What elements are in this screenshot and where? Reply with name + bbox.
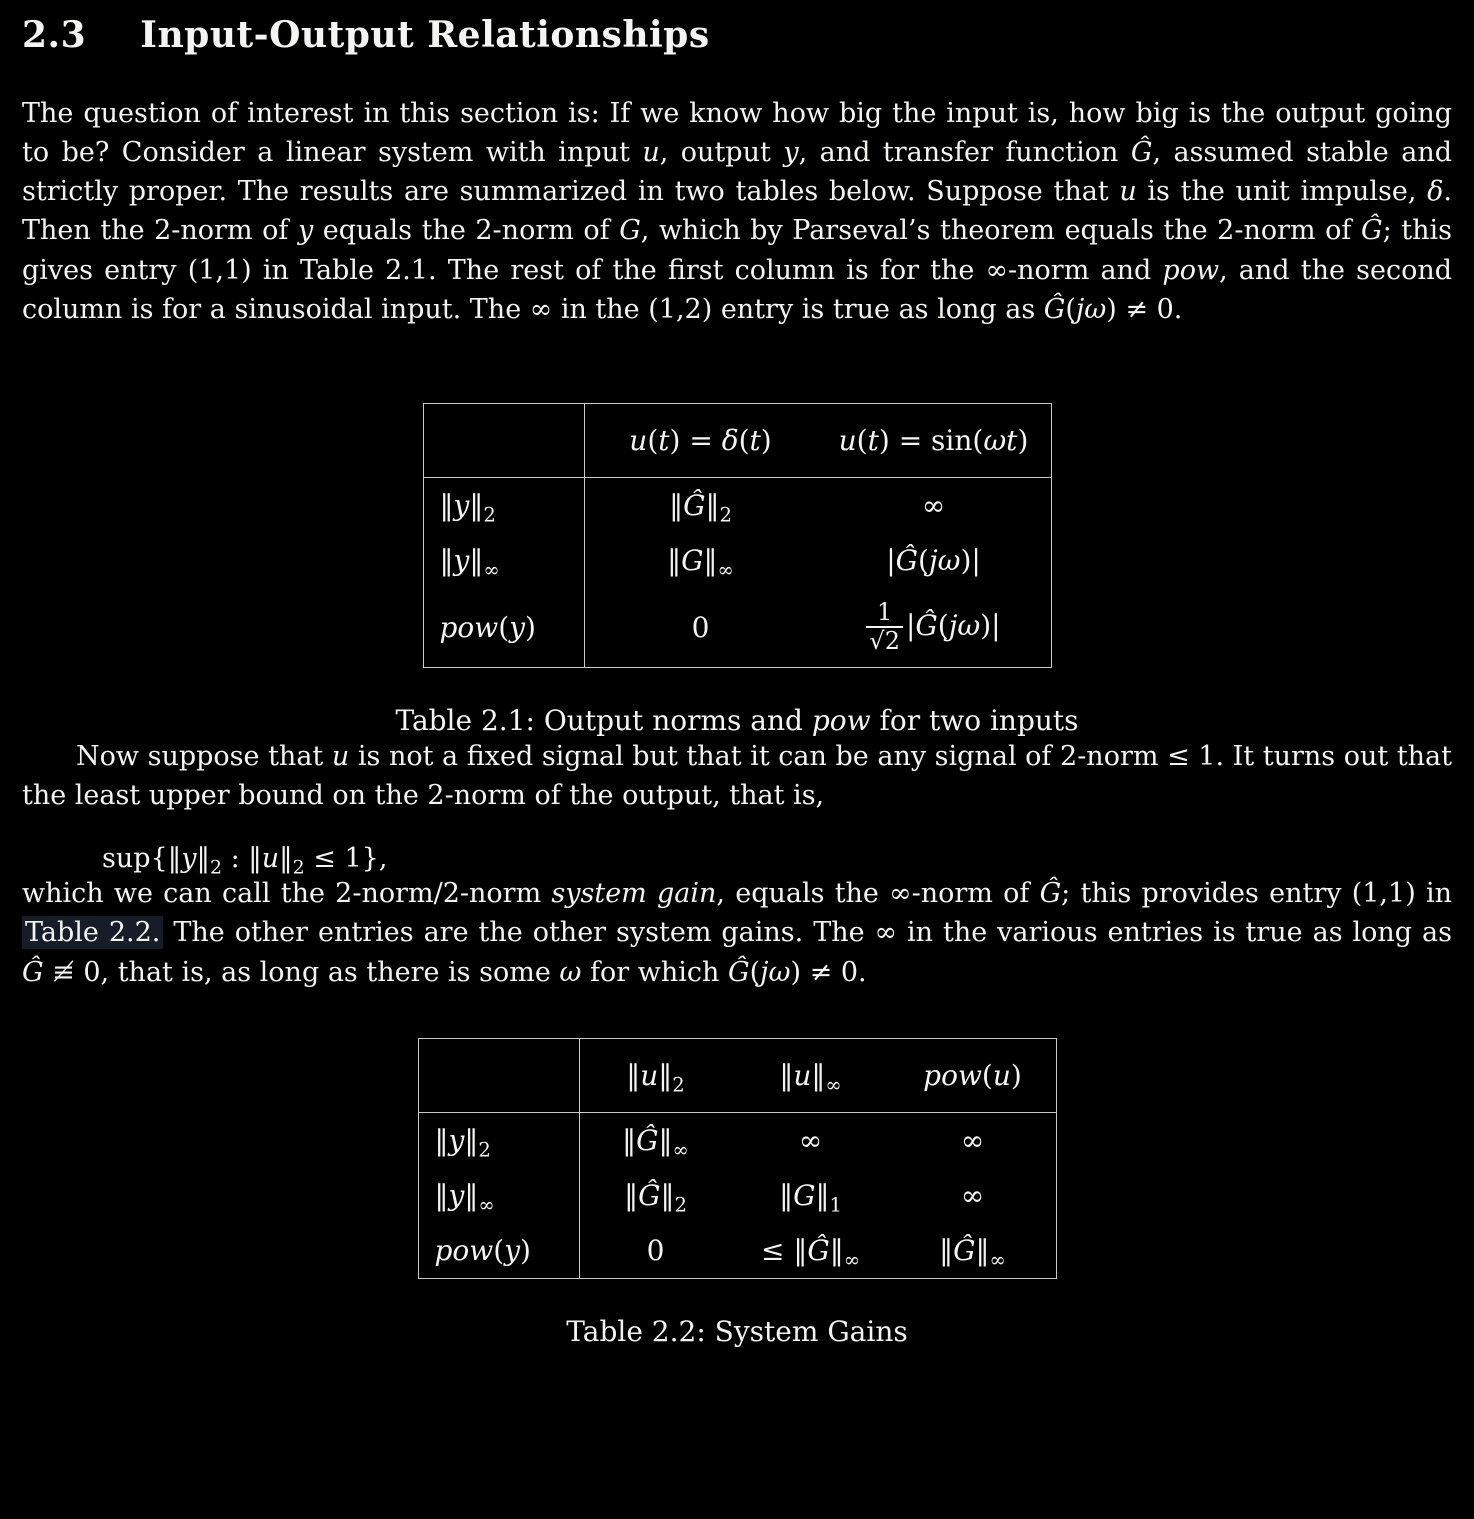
row-label-pow-y: pow(y) [423,588,584,668]
fraction [866,599,903,656]
table-2-2-header-row [418,1038,1056,1112]
row-label-pow-y: pow(y) [418,1223,579,1279]
table-2-1-col-header-impulse: u(t) = δ(t) [584,403,817,477]
section-number: 2.3 [22,14,87,56]
table-row [418,1223,1056,1279]
table-cell: ∞ [960,1178,985,1212]
table-cell: ∞ [921,488,946,522]
table-row [423,588,1051,668]
table-2-2-container [22,1038,1452,1279]
table-cell: $‖Ĝ‖_2$ [669,488,732,527]
gain-paragraph-before-link: which we can call the 2-norm/2-norm system gain, equals the ∞-norm of Ĝ; this provides entry (1,1) in [22,878,1452,910]
intro-paragraph: The question of interest in this section is: If we know how big the input is, how big is the output going to be? Consider a linear system with input u, output y, and transfer function Ĝ, assumed stable and strictly proper. The results are summarized in two tables below. Suppose that u is the unit impulse, δ. Then the 2-norm of y equals the 2-norm of G, which by Parseval’s theorem equals the 2-norm of Ĝ; this gives entry (1,1) in Table 2.1. The rest of the first column is for the ∞-norm and pow, and the second column is for a sinusoidal input. The ∞ in the (1,2) entry is true as long as Ĝ(jω) ≠ 0. [22,98,1453,325]
table-cell: $‖Ĝ‖_\infty$ [622,1123,689,1162]
table-2-2-caption: Table 2.2: System Gains [566,1314,908,1348]
fraction-numerator: 1 [877,597,893,626]
table-cell: $‖Ĝ‖_2$ [624,1178,687,1217]
table-2-2-corner-cell [418,1038,579,1112]
fraction-denominator: √2 [866,626,903,656]
table-cell: |Ĝ(jω)| [886,543,981,577]
section-title: Input-Output Relationships [140,14,710,56]
gain-paragraph-after-link: The other entries are the other system gains. The ∞ in the various entries is true as long as Ĝ ≢ 0, that is, as long as there is some ω for which Ĝ(jω) ≠ 0. [22,917,1452,988]
section-heading [22,14,1452,56]
table-2-1 [423,403,1052,668]
fraction-rest: |Ĝ(jω)| [905,608,1001,642]
table-row [418,1168,1056,1223]
table-row [423,477,1051,533]
row-label-y-infnorm: $‖y‖_\infty$ [418,1168,579,1223]
table-2-1-corner-cell [423,403,584,477]
table-cell: ∞ [960,1123,985,1157]
table-2-2-col-header-u-infnorm: $‖u‖_\infty$ [732,1038,890,1112]
table-2-2-col-header-pow-u: pow(u) [890,1038,1057,1112]
table-2-1-container [22,403,1452,668]
table-2-1-col-header-sinusoid: u(t) = sin(ωt) [817,403,1052,477]
table-2-1-caption: Table 2.1: Output norms and pow for two inputs [395,704,1079,738]
table-cell: ≤ $‖Ĝ‖_\infty$ [760,1233,861,1272]
table-cell: $‖Ĝ‖_\infty$ [939,1233,1006,1272]
gain-paragraph [22,874,1452,991]
table-row [418,1112,1056,1168]
table-cell: 0 [646,1233,665,1267]
table-2-2 [418,1038,1057,1279]
table-cell: 0 [691,610,710,644]
row-label-y-2norm: $‖y‖_2$ [418,1112,579,1168]
table-cell: $‖G‖_1$ [779,1178,842,1217]
table-2-2-link[interactable]: Table 2.2. [22,916,163,949]
display-equation: $sup\{‖y‖_2$ : $‖u‖_2 \le 1$}, [102,843,388,879]
table-2-1-header-row [423,403,1051,477]
middle-paragraph: Now suppose that u is not a fixed signal but that it can be any signal of 2-norm ≤ 1. It turns out that the least upper bound on the 2-norm of the output, that is, [22,741,1453,812]
table-cell-pow-sinusoid [817,588,1052,668]
table-cell: $‖G‖_\infty$ [667,543,734,582]
row-label-y-infnorm: $‖y‖_\infty$ [423,533,584,588]
table-row [423,533,1051,588]
row-label-y-2norm: $‖y‖_2$ [423,477,584,533]
table-2-2-col-header-u-2norm: $‖u‖_2$ [579,1038,732,1112]
table-cell: ∞ [798,1123,823,1157]
